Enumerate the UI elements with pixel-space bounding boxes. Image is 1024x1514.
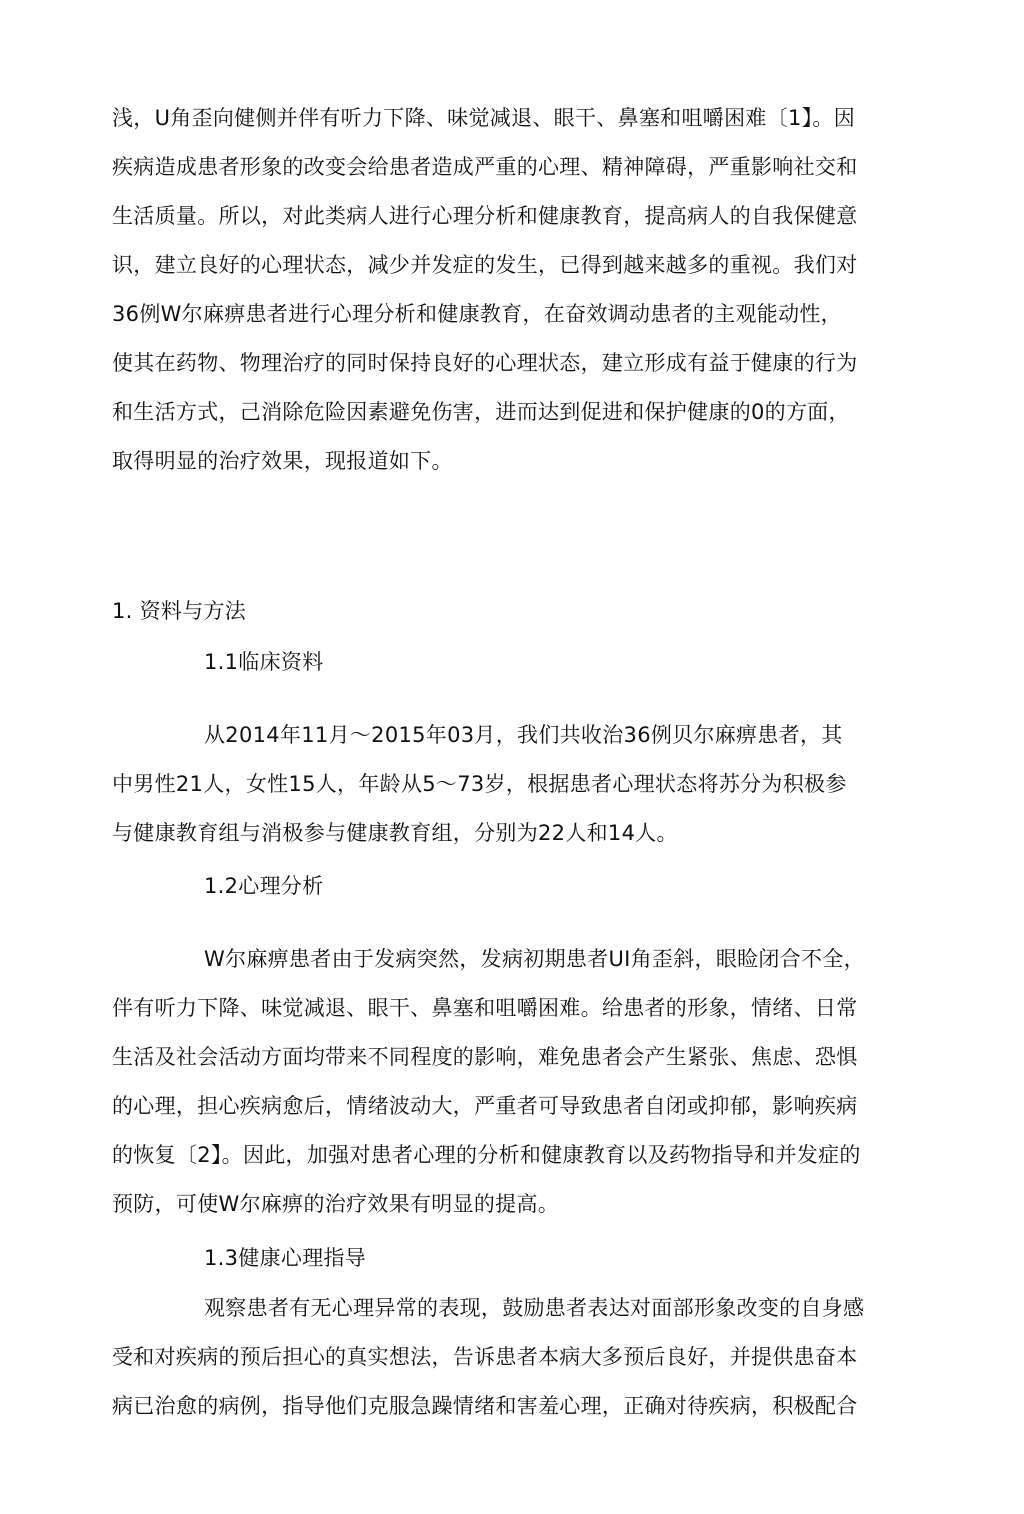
section-1-2-line-3: 生活及社会活动方面均带来不同程度的影响，难免患者会产生紧张、焦虑、恐惧 xyxy=(112,1045,858,1069)
intro-line-2: 疾病造成患者形象的改变会给患者造成严重的心理、精神障碍，严重影响社交和 xyxy=(112,155,858,179)
section-1-2-heading: 1.2心理分析 xyxy=(204,874,324,898)
intro-line-1: 浅，U角歪向健侧并伴有听力下降、味觉减退、眼干、鼻塞和咀嚼困难〔1】。因 xyxy=(112,106,856,130)
section-1-3-line-3: 病已治愈的病例，指导他们克服急躁情绪和害羞心理，正确对待疾病，积极配合 xyxy=(112,1394,858,1418)
section-1-heading: 1. 资料与方法 xyxy=(112,599,247,623)
intro-line-8: 取得明显的治疗效果，现报道如下。 xyxy=(112,449,453,473)
intro-line-5: 36例W尔麻痹患者进行心理分析和健康教育，在奋效调动患者的主观能动性， xyxy=(112,302,842,326)
intro-line-7: 和生活方式，己消除危险因素避免伤害，进而达到促进和保护健康的0的方面， xyxy=(112,400,850,424)
intro-line-6: 使其在药物、物理治疗的同时保持良好的心理状态，建立形成有益于健康的行为 xyxy=(112,351,858,375)
section-1-3-heading: 1.3健康心理指导 xyxy=(204,1246,367,1270)
section-1-2-line-2: 伴有听力下降、味觉减退、眼干、鼻塞和咀嚼困难。给患者的形象，情绪、日常 xyxy=(112,996,858,1020)
section-1-3-line-1: 观察患者有无心理异常的表现，鼓励患者表达对面部形象改变的自身感 xyxy=(204,1296,865,1320)
section-1-2-line-4: 的心理，担心疾病愈后，情绪波动大，严重者可导致患者自闭或抑郁，影响疾病 xyxy=(112,1094,858,1118)
intro-line-4: 识，建立良好的心理状态，减少并发症的发生，已得到越来越多的重视。我们对 xyxy=(112,253,858,277)
section-1-1-line-2: 中男性21人，女性15人，年龄从5～73岁，根据患者心理状态将苏分为积极参 xyxy=(112,772,847,796)
intro-line-3: 生活质量。所以，对此类病人进行心理分析和健康教育，提高病人的自我保健意 xyxy=(112,204,858,228)
section-1-2-line-5: 的恢复〔2】。因此，加强对患者心理的分析和健康教育以及药物指导和并发症的 xyxy=(112,1143,861,1167)
section-1-2-line-6: 预防，可使W尔麻痹的治疗效果有明显的提高。 xyxy=(112,1192,560,1216)
section-1-1-line-3: 与健康教育组与消极参与健康教育组，分别为22人和14人。 xyxy=(112,821,678,845)
section-1-2-line-1: W尔麻痹患者由于发病突然，发病初期患者UI角歪斜，眼睑闭合不全， xyxy=(204,947,865,971)
section-1-1-line-1: 从2014年11月～2015年03月，我们共收治36例贝尔麻痹患者，其 xyxy=(204,723,843,747)
section-1-1-heading: 1.1临床资料 xyxy=(204,650,324,674)
section-1-3-line-2: 受和对疾病的预后担心的真实想法，告诉患者本病大多预后良好，并提供患奋本 xyxy=(112,1345,858,1369)
